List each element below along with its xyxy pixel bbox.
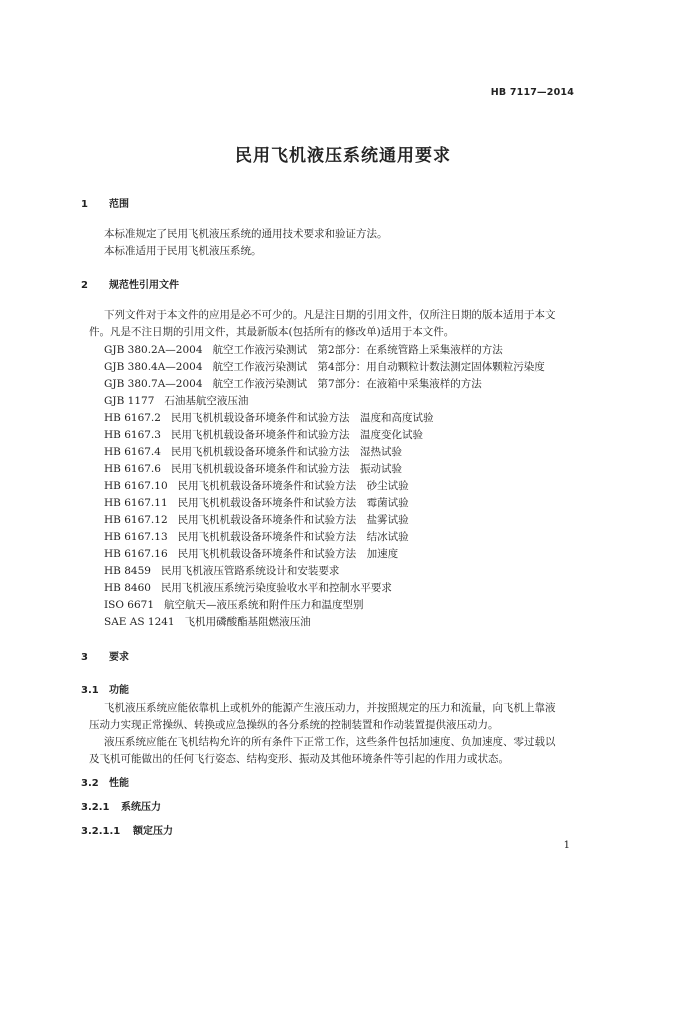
reference-title: 民用飞机机载设备环境条件和试验方法 温度和高度试验 xyxy=(170,412,434,424)
reference-code: HB 6167.10 xyxy=(104,480,168,492)
function-paragraph-2-line-2: 及飞机可能做出的任何飞行姿态、结构变形、振动及其他环境条件等引起的作用力或状态。 xyxy=(89,753,509,765)
normative-intro-line-2: 件。凡是不注日期的引用文件，其最新版本(包括所有的修改单)适用于本文件。 xyxy=(89,326,455,338)
reference-title: 民用飞机机载设备环境条件和试验方法 砂尘试验 xyxy=(177,480,409,492)
subsection-heading-performance xyxy=(81,774,129,789)
reference-item xyxy=(104,393,248,408)
reference-title: 民用飞机机载设备环境条件和试验方法 盐雾试验 xyxy=(177,514,409,526)
reference-item xyxy=(104,597,364,612)
reference-title: 石油基航空液压油 xyxy=(164,395,249,407)
reference-item xyxy=(104,359,545,374)
reference-item xyxy=(104,444,402,459)
reference-title: 民用飞机机载设备环境条件和试验方法 湿热试验 xyxy=(170,446,402,458)
reference-code: HB 6167.4 xyxy=(104,446,161,458)
reference-title: 航空航天—液压系统和附件压力和温度型别 xyxy=(164,599,364,611)
subsection-number: 3.2 xyxy=(81,778,99,789)
reference-code: HB 6167.12 xyxy=(104,514,168,526)
reference-code: HB 6167.16 xyxy=(104,548,168,560)
subsection-title: 额定压力 xyxy=(133,826,173,837)
reference-item xyxy=(104,614,311,629)
section-title: 范围 xyxy=(109,199,129,210)
reference-item xyxy=(104,376,482,391)
reference-item xyxy=(104,546,398,561)
function-paragraph-1-line-1: 飞机液压系统应能依靠机上或机外的能源产生液压动力，并按照规定的压力和流量，向飞机上靠液 xyxy=(104,702,556,714)
reference-item xyxy=(104,410,433,425)
reference-code: ISO 6671 xyxy=(104,599,155,611)
reference-code: GJB 1177 xyxy=(104,395,155,407)
function-paragraph-1-line-2: 压动力实现正常操纵、转换或应急操纵的各分系统的控制装置和作动装置提供液压动力。 xyxy=(89,719,499,731)
reference-code: HB 6167.6 xyxy=(104,463,161,475)
section-title: 要求 xyxy=(109,652,129,663)
section-number: 2 xyxy=(81,280,88,291)
reference-code: HB 6167.13 xyxy=(104,531,168,543)
reference-title: 航空工作液污染测试 第4部分：用自动颗粒计数法测定固体颗粒污染度 xyxy=(212,361,545,373)
normative-intro-line-1: 下列文件对于本文件的应用是必不可少的。凡是注日期的引用文件，仅所注日期的版本适用于本文 xyxy=(104,309,556,321)
reference-title: 民用飞机液压系统污染度验收水平和控制水平要求 xyxy=(160,582,392,594)
reference-code: SAE AS 1241 xyxy=(104,616,175,628)
reference-code: HB 6167.2 xyxy=(104,412,161,424)
reference-code: HB 8459 xyxy=(104,565,151,577)
subsection-title: 系统压力 xyxy=(121,802,161,813)
page-title: 民用飞机液压系统通用要求 xyxy=(235,146,451,166)
section-heading-normative xyxy=(81,276,179,291)
reference-item xyxy=(104,529,409,544)
subsection-heading-system-pressure xyxy=(81,798,161,813)
subsection-title: 性能 xyxy=(109,778,129,789)
section-number: 1 xyxy=(81,199,88,210)
reference-code: GJB 380.2A—2004 xyxy=(104,344,203,356)
reference-code: GJB 380.7A—2004 xyxy=(104,378,203,390)
reference-title: 航空工作液污染测试 第7部分：在液箱中采集液样的方法 xyxy=(212,378,482,390)
reference-item xyxy=(104,461,402,476)
function-paragraph-2-line-1: 液压系统应能在飞机结构允许的所有条件下正常工作，这些条件包括加速度、负加速度、零过载以 xyxy=(104,736,556,748)
scope-paragraph-1: 本标准规定了民用飞机液压系统的通用技术要求和验证方法。 xyxy=(104,228,388,240)
reference-code: HB 6167.3 xyxy=(104,429,161,441)
reference-code: GJB 380.4A—2004 xyxy=(104,361,203,373)
section-title: 规范性引用文件 xyxy=(109,280,179,291)
reference-title: 民用飞机机载设备环境条件和试验方法 加速度 xyxy=(177,548,399,560)
subsection-heading-rated-pressure xyxy=(81,822,173,837)
reference-title: 飞机用磷酸酯基阻燃液压油 xyxy=(184,616,311,628)
reference-title: 民用飞机液压管路系统设计和安装要求 xyxy=(160,565,340,577)
reference-item xyxy=(104,478,409,493)
page-number: 1 xyxy=(563,840,570,851)
reference-title: 民用飞机机载设备环境条件和试验方法 振动试验 xyxy=(170,463,402,475)
subsection-heading-function xyxy=(81,681,129,696)
reference-title: 航空工作液污染测试 第2部分：在系统管路上采集液样的方法 xyxy=(212,344,503,356)
reference-code: HB 6167.11 xyxy=(104,497,168,509)
subsection-number: 3.1 xyxy=(81,685,99,696)
reference-item xyxy=(104,512,409,527)
subsection-number: 3.2.1 xyxy=(81,802,110,813)
reference-title: 民用飞机机载设备环境条件和试验方法 霉菌试验 xyxy=(177,497,409,509)
reference-title: 民用飞机机载设备环境条件和试验方法 温度变化试验 xyxy=(170,429,423,441)
subsection-number: 3.2.1.1 xyxy=(81,826,121,837)
reference-item xyxy=(104,495,409,510)
reference-code: HB 8460 xyxy=(104,582,151,594)
reference-item xyxy=(104,563,339,578)
section-heading-scope xyxy=(81,195,129,210)
scope-paragraph-2: 本标准适用于民用飞机液压系统。 xyxy=(104,245,262,257)
subsection-title: 功能 xyxy=(109,685,129,696)
standard-number: HB 7117—2014 xyxy=(490,87,574,98)
section-heading-requirements xyxy=(81,648,129,663)
reference-item xyxy=(104,342,503,357)
reference-item xyxy=(104,580,392,595)
reference-item xyxy=(104,427,423,442)
section-number: 3 xyxy=(81,652,88,663)
reference-title: 民用飞机机载设备环境条件和试验方法 结冰试验 xyxy=(177,531,409,543)
